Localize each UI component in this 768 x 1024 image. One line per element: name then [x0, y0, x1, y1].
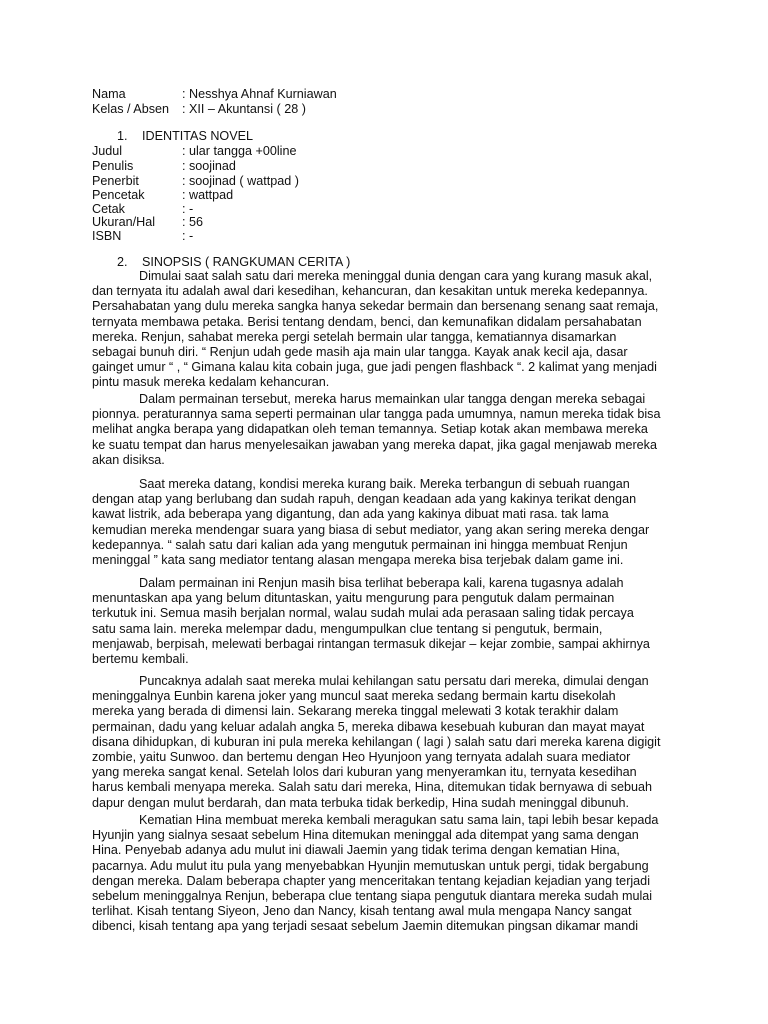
paragraph-line: meninggal ” kata sang mediator tentang alasan mengapa mereka bisa terjebak dalam game ini. — [92, 552, 624, 567]
identity-label: ISBN — [92, 229, 122, 243]
paragraph-line: melihat angka berapa yang didapatkan oleh teman temannya. Setiap kotak akan membawa mereka — [92, 422, 648, 437]
identity-label: Ukuran/Hal — [92, 215, 155, 229]
paragraph-line: meninggalnya Eunbin karena joker yang muncul saat mereka sedang bermain kartu disekolah — [92, 689, 616, 704]
synopsis-paragraph — [92, 269, 672, 391]
paragraph-line: Hina. Penyebab adanya adu mulut ini diawali Jaemin yang tidak terima dengan kematian Hina, — [92, 843, 620, 858]
identity-value: : - — [182, 229, 194, 243]
identity-value: : 56 — [182, 215, 204, 229]
paragraph-line: zombie, yaitu Sunwoo. dan bertemu dengan Heo Hyunjoon yang ternyata adalah suara mediator — [92, 749, 631, 764]
section-2-number: 2. — [117, 255, 128, 269]
class-value: : XII – Akuntansi ( 28 ) — [182, 102, 306, 116]
paragraph-line: Persahabatan yang dulu mereka sangka hanya sekedar bermain dan bersenang senang saat remaja, — [92, 299, 659, 314]
name-label: Nama — [92, 87, 126, 101]
paragraph-line: gainget umur “ , “ Gimana kalau kita cobain juga, gue jadi pengen flashback “. 2 kalimat yang menjadi — [92, 360, 657, 375]
paragraph-line: terlihat. Kisah tentang Siyeon, Jeno dan Nancy, kisah tentang awal mula mengapa Nancy sangat — [92, 904, 632, 919]
synopsis-paragraph — [92, 576, 672, 667]
class-label: Kelas / Absen — [92, 102, 170, 116]
paragraph-line: dan ternyata itu adalah awal dari kesedihan, kehancuran, dan kesakitan untuk mereka kedepannya. — [92, 284, 648, 299]
paragraph-line: Dalam permainan ini Renjun masih bisa terlihat beberapa kali, karena tugasnya adalah — [139, 576, 624, 590]
synopsis-paragraph — [92, 392, 672, 468]
identity-label: Penerbit — [92, 174, 139, 188]
paragraph-line: dengan mereka. Dalam beberapa chapter yang menceritakan tentang kejadian kejadian yang terjadi — [92, 873, 650, 888]
identity-value: : ular tangga +00line — [182, 144, 297, 158]
paragraph-line: menuntaskan apa yang belum dituntaskan, yaitu mengurung para pengutuk dalam permainan — [92, 591, 615, 606]
synopsis-paragraph — [92, 674, 672, 811]
identity-label: Judul — [92, 144, 123, 158]
paragraph-line: Kematian Hina membuat mereka kembali meragukan satu sama lain, tapi lebih besar kepada — [139, 813, 659, 827]
paragraph-line: disana dihidupkan, di kuburan ini pula mereka kehilangan ( lagi ) salah satu dari mereka karena digigit — [92, 734, 661, 749]
paragraph-line: sebelum meninggalnya Renjun, beberapa clue tentang siapa pengutuk diantara mereka sudah mulai — [92, 888, 653, 903]
paragraph-line: Saat mereka datang, kondisi mereka kurang baik. Mereka terbangun di sebuah ruangan — [139, 477, 630, 491]
paragraph-line: satu sama lain. mereka melempar dadu, mengumpulkan clue tentang si pengutuk, bermain, — [92, 621, 603, 636]
identity-value: : soojinad — [182, 159, 236, 173]
paragraph-line: sebagai bunuh diri. “ Renjun udah gede masih aja main ular tangga. Kayak anak kecil aja, dasar — [92, 344, 628, 359]
paragraph-line: Dalam permainan tersebut, mereka harus memainkan ular tangga dengan mereka sebagai — [139, 392, 646, 406]
paragraph-line: kawat listrik, ada beberapa yang digantung, dan ada yang kakinya dibuat mati rasa. tak lama — [92, 507, 609, 522]
paragraph-line: pionnya. peraturannya sama seperti permainan ular tangga pada umumnya, namun mereka tidak bisa — [92, 407, 661, 422]
paragraph-line: yang mereka sangat kenal. Setelah lolos dari kuburan yang menyeramkan itu, ternyata kesedihan — [92, 765, 637, 780]
paragraph-line: mereka. Renjun, sahabat mereka pergi setelah bermain ular tangga, kematiannya disamarkan — [92, 329, 617, 344]
synopsis-paragraph — [92, 813, 672, 935]
paragraph-line: pintu masuk mereka kedalam kehancuran. — [92, 375, 330, 390]
section-2-title: SINOPSIS ( RANGKUMAN CERITA ) — [142, 255, 351, 269]
section-1-title: IDENTITAS NOVEL — [142, 129, 254, 143]
paragraph-line: harus kembali menyapa mereka. Salah satu dari mereka, Hina, ditemukan tidak bernyawa di sebuah — [92, 780, 653, 795]
paragraph-line: dibenci, kisah tentang apa yang terjadi sesaat sebelum Jaemin ditemukan pingsan dikamar mandi — [92, 919, 639, 934]
identity-value: : wattpad — [182, 188, 234, 202]
paragraph-line: bertemu kembali. — [92, 651, 189, 666]
paragraph-line: pacarnya. Adu mulut itu pula yang menyebabkan Hyunjin memutuskan untuk pergi, tidak bergabung — [92, 858, 649, 873]
identity-value: : soojinad ( wattpad ) — [182, 174, 299, 188]
synopsis-paragraph — [92, 477, 672, 568]
paragraph-line: permainan, dadu yang keluar adalah angka 5, mereka dibawa kesebuah kuburan dan mayat mayat — [92, 719, 645, 734]
paragraph-line: menjawab, berpisah, melewati berbagai rintangan termasuk dikejar – kejar zombie, sampai akhirnya — [92, 636, 650, 651]
identity-label: Pencetak — [92, 188, 145, 202]
paragraph-line: ke suatu tempat dan harus menyelesaikan jawaban yang mereka dapat, jika gagal menjawab mereka — [92, 437, 657, 452]
paragraph-line: Puncaknya adalah saat mereka mulai kehilangan satu persatu dari mereka, dimulai dengan — [139, 674, 649, 688]
paragraph-line: dengan atap yang berlubang dan sudah rapuh, dengan keadaan ada yang kakinya terikat dengan — [92, 492, 637, 507]
paragraph-line: mereka yang berada di dimensi lain. Sekarang mereka tinggal melewati 3 kotak terakhir dalam — [92, 704, 619, 719]
paragraph-line: akan disiksa. — [92, 452, 165, 467]
identity-value: : - — [182, 202, 194, 216]
identity-label: Cetak — [92, 202, 125, 216]
paragraph-line: Dimulai saat salah satu dari mereka meninggal dunia dengan cara yang kurang masuk akal, — [139, 269, 653, 283]
paragraph-line: kedepannya. “ salah satu dari kalian ada yang mengutuk permainan ini hingga membuat Renjun — [92, 537, 628, 552]
name-value: : Nesshya Ahnaf Kurniawan — [182, 87, 337, 101]
identity-label: Penulis — [92, 159, 134, 173]
paragraph-line: terkutuk ini. Semua masih berjalan normal, walau sudah mulai ada perasaan saling tidak percaya — [92, 606, 634, 621]
paragraph-line: ternyata membawa petaka. Berisi tentang dendam, benci, dan kemunafikan didalam persahabatan — [92, 314, 642, 329]
paragraph-line: kemudian mereka mendengar suara yang biasa di sebut mediator, yang akan sering mereka dengar — [92, 522, 650, 537]
paragraph-line: Hyunjin yang sialnya sesaat sebelum Hina ditemukan meninggal ada ditempat yang sama dengan — [92, 828, 639, 843]
section-1-number: 1. — [117, 129, 128, 143]
paragraph-line: dapur dengan mulut berdarah, dan mata terbuka tidak berkedip, Hina sudah meninggal dibunuh. — [92, 795, 629, 810]
